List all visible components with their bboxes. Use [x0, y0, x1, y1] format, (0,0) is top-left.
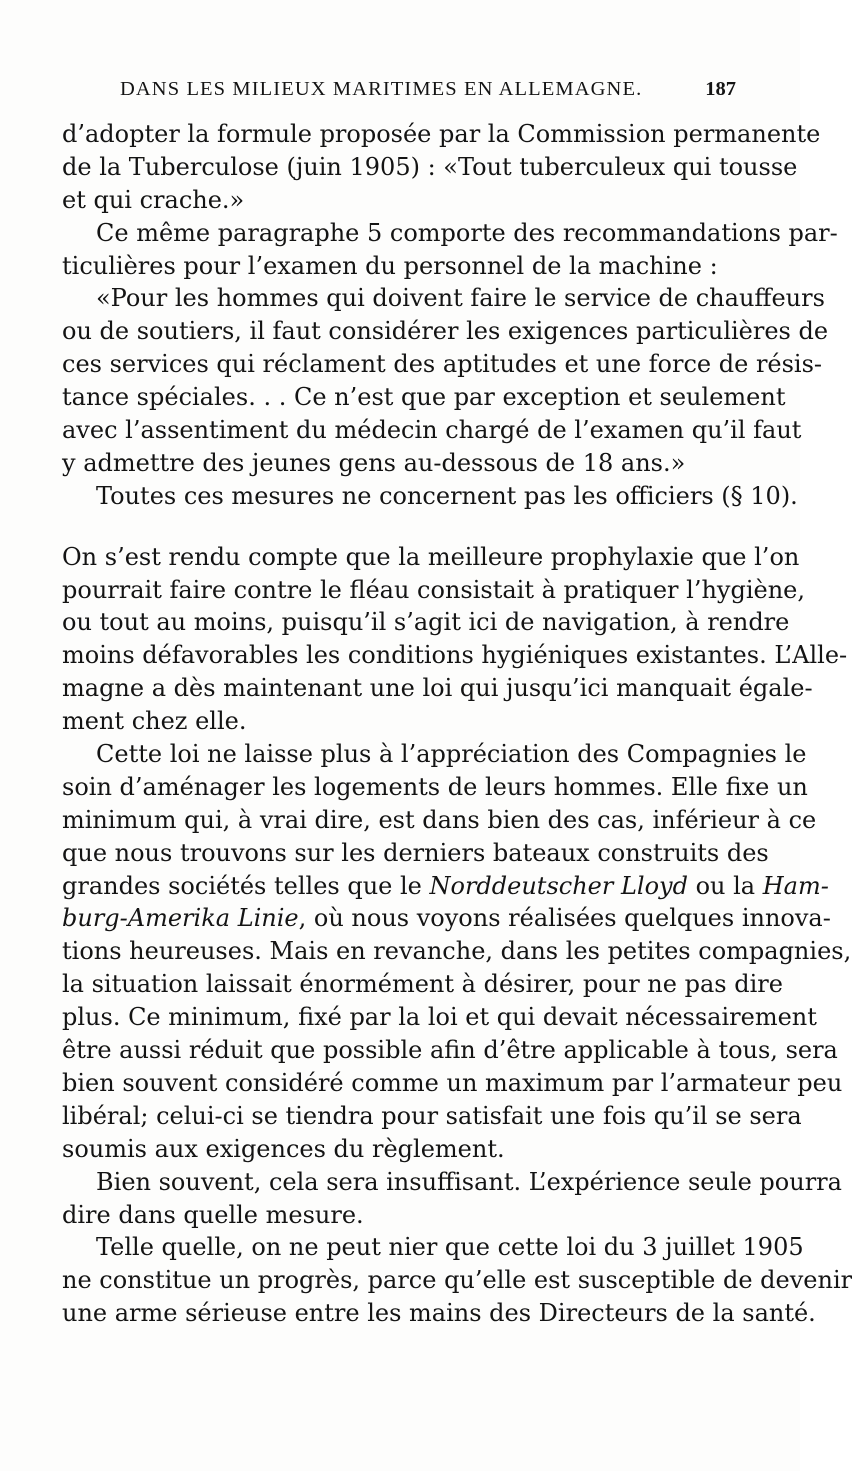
paragraph — [62, 738, 852, 1166]
text-line: grandes sociétés telles que le Norddeutscher Lloyd ou la Ham- — [62, 871, 829, 900]
page-number: 187 — [705, 78, 736, 100]
text-line: de la Tuberculose (juin 1905) : «Tout tuberculeux qui tousse — [62, 152, 798, 181]
text-line: moins défavorables les conditions hygiéniques existantes. L’Alle- — [62, 641, 848, 670]
text-line: bien souvent considéré comme un maximum par l’armateur peu — [62, 1068, 843, 1097]
text-line: ces services qui réclament des aptitudes et une force de résis- — [62, 350, 823, 379]
text-line: Bien souvent, cela sera insuffisant. L’expérience seule pourra — [96, 1167, 842, 1196]
text-line: soumis aux exigences du règlement. — [62, 1134, 505, 1163]
text-line: plus. Ce minimum, fixé par la loi et qui devait nécessairement — [62, 1003, 817, 1032]
italic-name: Ham- — [762, 871, 829, 900]
paragraph — [62, 1231, 852, 1330]
text-line: ment chez elle. — [62, 707, 247, 736]
text-line: soin d’aménager les logements de leurs hommes. Elle fixe un — [62, 772, 808, 801]
text-line: Toutes ces mesures ne concernent pas les officiers (§ 10). — [96, 481, 798, 510]
text-line: y admettre des jeunes gens au-dessous de 18 ans.» — [62, 448, 686, 477]
text-line: une arme sérieuse entre les mains des Directeurs de la santé. — [62, 1299, 816, 1328]
text-line: dire dans quelle mesure. — [62, 1200, 364, 1229]
paragraph — [62, 541, 848, 738]
text-line: pourrait faire contre le fléau consistait à pratiquer l’hygiène, — [62, 575, 805, 604]
paragraph — [62, 217, 838, 283]
text-line: et qui crache.» — [62, 185, 245, 214]
text-line: ticulières pour l’examen du personnel de la machine : — [62, 251, 718, 280]
text-line: que nous trouvons sur les derniers bateaux construits des — [62, 838, 769, 867]
paragraph — [62, 1166, 842, 1232]
text-line: avec l’assentiment du médecin chargé de l’examen qu’il faut — [62, 416, 802, 445]
italic-name: burg-Amerika Linie — [62, 904, 299, 933]
text-line: libéral; celui-ci se tiendra pour satisfait une fois qu’il se sera — [62, 1101, 802, 1130]
text-line: la situation laissait énormément à désirer, pour ne pas dire — [62, 970, 783, 999]
body-text — [62, 118, 852, 1330]
text-line: d’adopter la formule proposée par la Commission permanente — [62, 120, 821, 148]
text-line: Cette loi ne laisse plus à l’appréciation des Compagnies le — [96, 740, 807, 769]
text-line: tions heureuses. Mais en revanche, dans les petites compagnies, — [62, 937, 852, 966]
text-line: minimum qui, à vrai dire, est dans bien des cas, inférieur à ce — [62, 805, 817, 834]
text-line: ou de soutiers, il faut considérer les exigences particulières de — [62, 317, 829, 346]
running-title: DANS LES MILIEUX MARITIMES EN ALLEMAGNE. — [120, 78, 643, 100]
text-line: tance spéciales. . . Ce n’est que par exception et seulement — [62, 383, 786, 412]
page-header — [60, 72, 740, 108]
paragraph — [62, 480, 798, 513]
text-line: Telle quelle, on ne peut nier que cette loi du 3 juillet 1905 — [96, 1233, 804, 1262]
text-line: magne a dès maintenant une loi qui jusqu’ici manquait égale- — [62, 674, 813, 703]
text-line: «Pour les hommes qui doivent faire le service de chauffeurs — [96, 284, 825, 313]
section-break — [62, 513, 740, 541]
text-line: ou tout au moins, puisqu’il s’agit ici de navigation, à rendre — [62, 608, 790, 637]
paragraph — [62, 118, 821, 217]
paragraph — [62, 282, 829, 479]
text-line: Ce même paragraphe 5 comporte des recommandations par- — [96, 218, 838, 247]
text-line: burg-Amerika Linie, où nous voyons réalisées quelques innova- — [62, 904, 831, 933]
text-line: être aussi réduit que possible afin d’être applicable à tous, sera — [62, 1036, 838, 1065]
text-line: ne constitue un progrès, parce qu’elle est susceptible de devenir — [62, 1266, 852, 1295]
text-line: On s’est rendu compte que la meilleure prophylaxie que l’on — [62, 542, 800, 571]
italic-name: Norddeutscher Lloyd — [429, 871, 688, 900]
